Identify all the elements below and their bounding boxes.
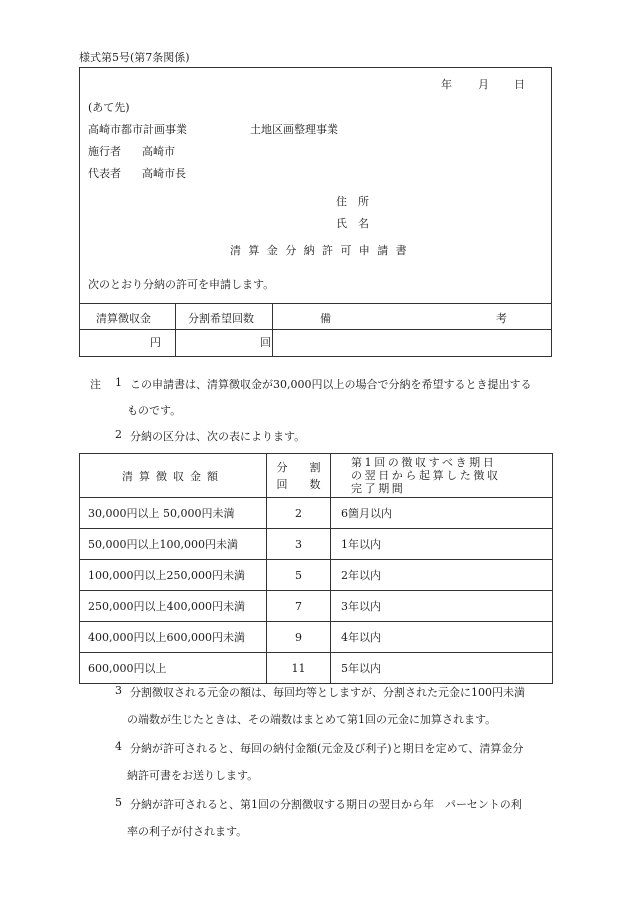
count-header-bottom: 回 数 <box>276 477 321 491</box>
note-4-line-2: 納許可書をお送りします。 <box>127 769 259 782</box>
period-header <box>331 454 553 498</box>
table-row <box>80 653 553 684</box>
note-4-number: 4 <box>115 740 122 753</box>
period-header-line-2: の翌日から起算した徴収 <box>351 469 501 482</box>
date-year-label: 年 <box>441 78 452 91</box>
schedule-header-row <box>80 454 553 498</box>
representative-name: 高崎市長 <box>142 167 186 180</box>
amount-cell: 400,000円以上600,000円未満 <box>80 622 267 653</box>
note-3-number: 3 <box>115 684 122 697</box>
note-5-line-1: 分納が許可されると、第1回の分割徴収する期日の翌日から年 パーセントの利 <box>130 798 522 811</box>
note-5-number: 5 <box>115 796 122 809</box>
count-cell: 5 <box>267 560 331 591</box>
note-2-text: 分納の区分は、次の表によります。 <box>130 430 306 443</box>
form-number: 様式第5号(第7条関係) <box>79 51 190 64</box>
count-header <box>267 454 331 498</box>
table-row <box>80 560 553 591</box>
period-cell: 2年以内 <box>331 560 553 591</box>
amount-cell: 100,000円以上250,000円未満 <box>80 560 267 591</box>
table-row <box>80 529 553 560</box>
remarks-header-right: 考 <box>496 312 507 325</box>
table-row <box>80 591 553 622</box>
period-cell: 6箇月以内 <box>331 498 553 529</box>
period-cell: 5年以内 <box>331 653 553 684</box>
period-cell: 3年以内 <box>331 591 553 622</box>
request-table-top-border <box>80 303 551 304</box>
amount-unit: 円 <box>150 336 161 349</box>
installments-unit: 回 <box>260 336 271 349</box>
amount-header: 清算徴収金額 <box>80 454 267 498</box>
date-day-label: 日 <box>514 78 525 91</box>
note-2-number: 2 <box>115 428 122 441</box>
executor-name: 高崎市 <box>142 145 175 158</box>
period-cell: 1年以内 <box>331 529 553 560</box>
count-cell: 2 <box>267 498 331 529</box>
count-cell: 11 <box>267 653 331 684</box>
date-month-label: 月 <box>478 78 489 91</box>
count-cell: 3 <box>267 529 331 560</box>
request-table-header-border <box>80 329 551 330</box>
note-4-line-1: 分納が許可されると、毎回の納付金額(元金及び利子)と期日を定めて、清算金分 <box>130 742 524 755</box>
amount-cell: 250,000円以上400,000円未満 <box>80 591 267 622</box>
amount-cell: 600,000円以上 <box>80 653 267 684</box>
count-cell: 7 <box>267 591 331 622</box>
count-header-top: 分 割 <box>276 460 321 474</box>
addressee-label: (あて先) <box>88 101 130 114</box>
period-header-line-1: 第1回の徴収すべき期日 <box>351 456 497 469</box>
installment-schedule-table <box>79 453 553 684</box>
note-1-line-2: ものです。 <box>127 404 182 417</box>
note-1-line-1: この申請書は、清算徴収金が30,000円以上の場合で分納を希望するとき提出する <box>130 378 532 391</box>
table-row <box>80 498 553 529</box>
form-title: 清算金分納許可申請書 <box>230 244 414 257</box>
remarks-header-left: 備 <box>320 312 331 325</box>
note-1-number: 1 <box>115 376 122 389</box>
table-row <box>80 622 553 653</box>
period-header-line-3: 完了期間 <box>351 482 406 495</box>
period-cell: 4年以内 <box>331 622 553 653</box>
representative-label: 代表者 <box>88 167 121 180</box>
request-table-divider <box>175 303 176 356</box>
amount-column-header: 清算徴収金 <box>96 312 151 325</box>
executor-label: 施行者 <box>88 145 121 158</box>
request-table-divider <box>272 303 273 356</box>
count-cell: 9 <box>267 622 331 653</box>
applicant-name-label: 氏 名 <box>336 217 369 230</box>
applicant-address-label: 住 所 <box>336 195 369 208</box>
city-project-name: 高崎市都市計画事業 <box>88 123 187 136</box>
amount-cell: 50,000円以上100,000円未満 <box>80 529 267 560</box>
note-3-line-2: の端数が生じたときは、その端数はまとめて第1回の元金に加算されます。 <box>127 713 497 726</box>
note-3-line-1: 分割徴収される元金の額は、毎回均等としますが、分割された元金に100円未満 <box>130 686 525 699</box>
amount-cell: 30,000円以上 50,000円未満 <box>80 498 267 529</box>
installments-column-header: 分割希望回数 <box>188 312 254 325</box>
application-text: 次のとおり分納の許可を申請します。 <box>88 278 275 291</box>
notes-prefix: 注 <box>90 378 101 391</box>
application-form <box>79 67 552 357</box>
project-type: 土地区画整理事業 <box>250 123 338 136</box>
note-5-line-2: 率の利子が付されます。 <box>127 825 248 838</box>
